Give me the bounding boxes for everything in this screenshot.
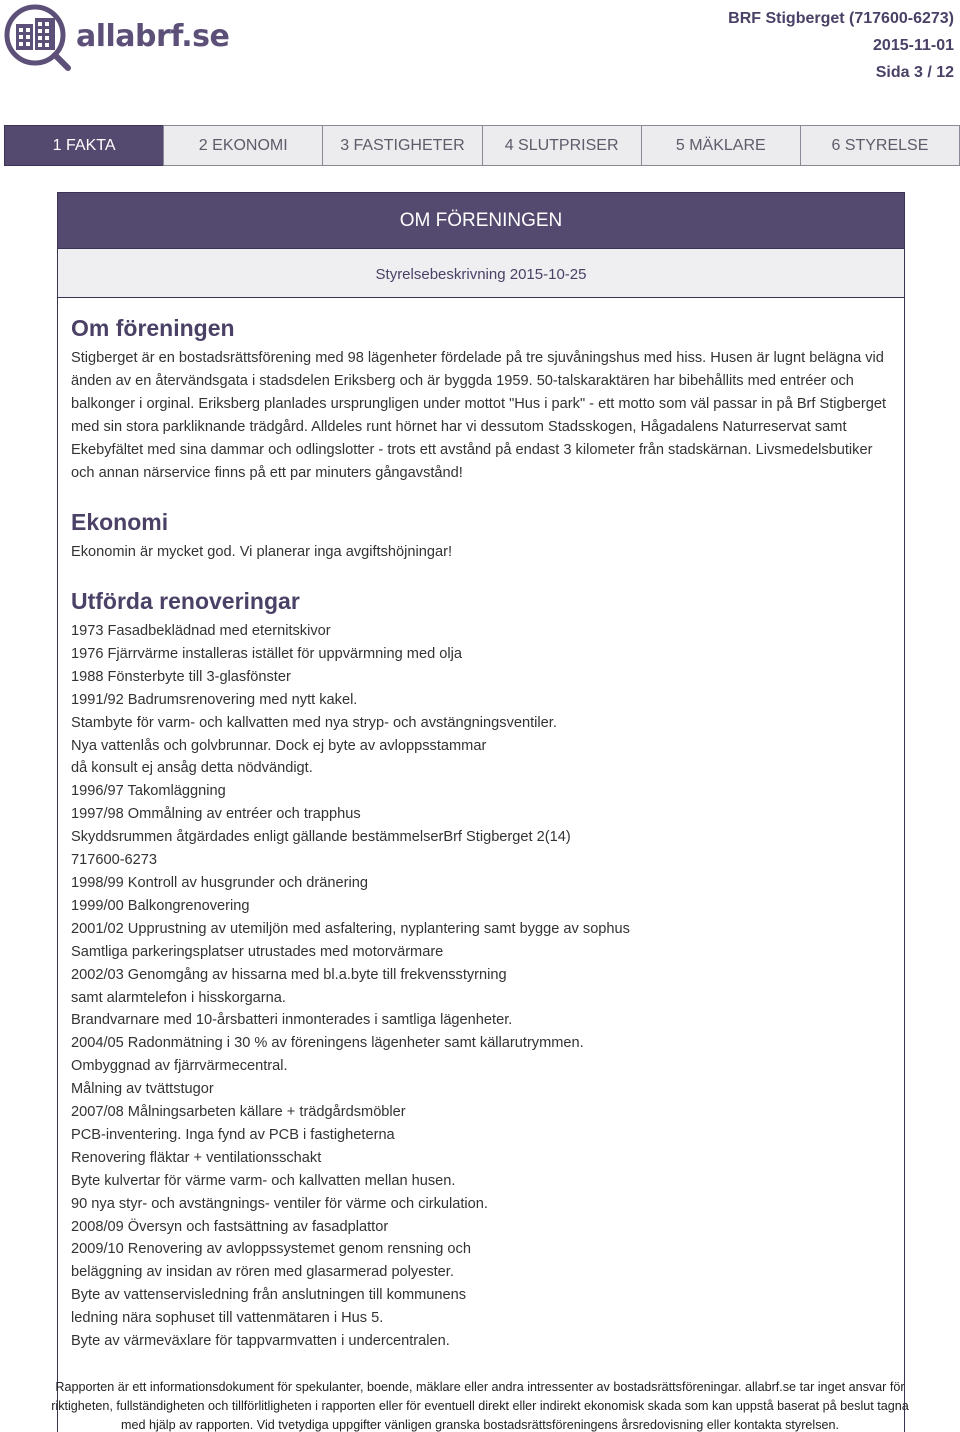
building-magnifier-icon: [2, 2, 72, 72]
list-item: Nya vattenlås och golvbrunnar. Dock ej byte av avloppsstammar: [71, 737, 487, 754]
list-item: 2007/08 Målningsarbeten källare + trädgårdsmöbler: [71, 1104, 406, 1121]
list-item: då konsult ej ansåg detta nödvändigt.: [71, 760, 313, 777]
panel-title: OM FÖRENINGEN: [58, 193, 904, 248]
page-number: Sida 3 / 12: [875, 64, 954, 81]
disclaimer-line: med hjälp av rapporten. Vid tvetydiga uppgifter vänligen granska bostadsrättsföreningens årsredovisning eller kontakta styrelsen.: [120, 1418, 840, 1432]
list-item: 2004/05 Radonmätning i 30 % av föreningens lägenheter samt källarutrymmen.: [71, 1035, 584, 1052]
list-item: 1997/98 Ommålning av entréer och trapphus: [71, 806, 361, 823]
list-item: Stambyte för varm- och kallvatten med nya stryp- och avstängningsventiler.: [71, 714, 557, 731]
list-item: 1996/97 Takomläggning: [71, 783, 226, 800]
list-item: beläggning av insidan av rören med glasarmerad polyester.: [71, 1264, 454, 1281]
disclaimer-line: Rapporten är ett informationsdokument för spekulanter, boende, mäklare eller andra intressenter av bostadsrättsföreningar. allabrf.se tar inget ansvar för: [55, 1380, 905, 1394]
list-item: 2001/02 Upprustning av utemiljön med asfaltering, nyplantering samt bygge av sophus: [71, 920, 630, 937]
panel-content: [71, 313, 893, 1375]
section-heading: Ekonomi: [71, 509, 169, 535]
list-item: 1973 Fasadbeklädnad med eternitskivor: [71, 623, 331, 639]
list-item: 2002/03 Genomgång av hissarna med bl.a.byte till frekvensstyrning: [71, 966, 507, 983]
tab-slutpriser[interactable]: 4 SLUTPRISER: [482, 125, 642, 166]
tab-styrelse[interactable]: 6 STYRELSE: [800, 125, 960, 166]
list-item: Renovering fläktar + ventilationsschakt: [71, 1149, 322, 1166]
list-item: 2009/10 Renovering av avloppssystemet genom rensning och: [71, 1241, 471, 1258]
section-text: Stigberget är en bostadsrättsförening med 98 lägenheter fördelade på tre sjuvåningshus med hiss. Husen är lugnt belägna vid änden av en återvändsgata i stadsdelen Eriksberg och är byggda 1959. 50-talskaraktären har bibehållits med entréer och balkonger i orginal. Eriksberg planlades ursprungligen under mottot "Hus i park" - ett motto som väl passar in på Brf Stigberget med sin stora parkliknande trädgård. Alldeles runt hörnet har vi dessutom Stadsskogen, Hågadalens Naturreservat samt Ekebyfältet med sina dammar och odlingslotter - trots ett avstånd på endast 3 kilometer från stadskärnan. Livsmedelsbutiker och annan närservice finns på ett par minuters gångavstånd!: [71, 350, 887, 481]
section-about: [71, 313, 893, 485]
brand-name: allabrf.se: [76, 18, 230, 54]
section-text: Ekonomin är mycket god. Vi planerar inga avgiftshöjningar!: [71, 544, 452, 560]
tab-maklare[interactable]: 5 MÄKLARE: [641, 125, 801, 166]
list-item: Skyddsrummen åtgärdades enligt gällande bestämmelserBrf Stigberget 2(14): [71, 829, 571, 846]
list-item: 1988 Fönsterbyte till 3-glasfönster: [71, 668, 291, 685]
list-item: Byte av vattenservisledning från anslutningen till kommunens: [71, 1287, 467, 1304]
list-item: Brandvarnare med 10-årsbatteri inmonterades i samtliga lägenheter.: [71, 1012, 513, 1029]
document-title: BRF Stigberget (717600-6273): [728, 10, 954, 27]
tab-fakta[interactable]: 1 FAKTA: [4, 125, 164, 166]
about-panel: [57, 192, 905, 1432]
list-item: 2008/09 Översyn och fastsättning av fasadplattor: [71, 1218, 389, 1235]
list-item: 717600-6273: [71, 852, 158, 869]
section-renovations: [71, 586, 893, 1353]
list-item: 1991/92 Badrumsrenovering med nytt kakel.: [71, 691, 358, 708]
list-item: Byte av värmeväxlare för tappvarmvatten i undercentralen.: [71, 1333, 450, 1350]
section-tabs: [4, 125, 959, 166]
panel-subtitle: Styrelsebeskrivning 2015-10-25: [58, 248, 904, 298]
section-economy: [71, 507, 893, 564]
list-item: Målning av tvättstugor: [71, 1081, 214, 1098]
list-item: samt alarmtelefon i hisskorgarna.: [71, 989, 286, 1006]
list-item: Samtliga parkeringsplatser utrustades med motorvärmare: [71, 943, 444, 960]
disclaimer-footer: [0, 1378, 960, 1432]
list-item: 1976 Fjärrvärme installeras istället för uppvärmning med olja: [71, 645, 462, 662]
tab-fastigheter[interactable]: 3 FASTIGHETER: [322, 125, 482, 166]
list-item: Byte kulvertar för värme varm- och kallvatten mellan husen.: [71, 1172, 456, 1189]
list-item: 90 nya styr- och avstängnings- ventiler för värme och cirkulation.: [71, 1195, 488, 1212]
list-item: 1998/99 Kontroll av husgrunder och dränering: [71, 874, 368, 891]
page-header: [0, 0, 960, 80]
section-heading: Om föreningen: [71, 315, 235, 341]
document-meta: [728, 5, 954, 86]
brand-logo[interactable]: [2, 2, 229, 72]
list-item: 1999/00 Balkongrenovering: [71, 897, 250, 914]
list-item: ledning nära sophuset till vattenmätaren i Hus 5.: [71, 1310, 384, 1327]
tab-ekonomi[interactable]: 2 EKONOMI: [163, 125, 323, 166]
disclaimer-line: riktigheten, fullständigheten och tillförlitligheten i rapporten eller för eventuell direkt eller indirekt ekonomisk skada som kan uppstå baserat på beslut tagna: [51, 1399, 909, 1413]
renovation-list: [71, 620, 893, 1353]
list-item: Ombyggnad av fjärrvärmecentral.: [71, 1058, 288, 1075]
section-heading: Utförda renoveringar: [71, 588, 300, 614]
list-item: PCB-inventering. Inga fynd av PCB i fastigheterna: [71, 1126, 395, 1143]
document-date: 2015-11-01: [873, 37, 954, 54]
